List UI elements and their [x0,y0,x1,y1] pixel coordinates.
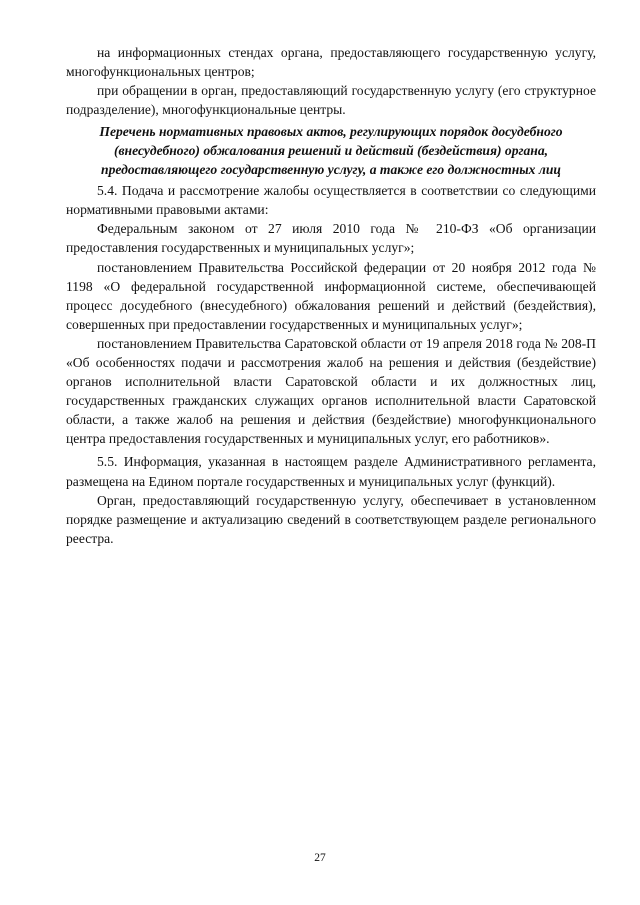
paragraph-rf-resolution: постановлением Правительства Российской федерации от 20 ноября 2012 года № 1198 «О федеральной государственной информационной системе, обеспечивающей процесс досудебного (внесудебного) обжалования решений и действий (бездействия), совершенных при предоставлении государственных и муниципальных услуг»; [66,259,596,332]
paragraph-federal-law: Федеральным законом от 27 июля 2010 года № 210-ФЗ «Об организации предоставления государственных и муниципальных услуг»; [66,221,596,256]
paragraph-appeal: при обращении в орган, предоставляющий государственную услугу (его структурное подразделение), многофункциональные центры. [66,83,596,118]
paragraph-5-4: 5.4. Подача и рассмотрение жалобы осуществляется в соответствии со следующими нормативными правовыми актами: [66,183,596,218]
paragraph-saratov-resolution: постановлением Правительства Саратовской области от 19 апреля 2018 года № 208-П «Об особенностях подачи и рассмотрения жалоб на решения и действия (бездействие) органов исполнительной власти Саратовской области и их должностных лиц, государственных гражданских служащих органов исполнительной власти Саратовской области, а также жалоб на решения и действия (бездействие) многофункционального центра предоставления государственных и муниципальных услуг, его работников». [66,335,596,447]
paragraph-5-5: 5.5. Информация, указанная в настоящем разделе Административного регламента, размещена на Едином портале государственных и муниципальных услуг (функций). [66,454,596,489]
paragraph-registry: Орган, предоставляющий государственную услугу, обеспечивает в установленном порядке размещение и актуализацию сведений в соответствующем разделе регионального реестра. [66,492,596,546]
section-heading: Перечень нормативных правовых актов, регулирующих порядок досудебного (внесудебного) обжалования решений и действий (бездействия) органа, предоставляющего государственную услугу, а также его должностных лиц [99,124,563,177]
page-number: 27 [314,852,326,864]
paragraph-stands: на информационных стендах органа, предоставляющего государственную услугу, многофункциональных центров; [66,45,596,80]
document-page [66,43,596,548]
